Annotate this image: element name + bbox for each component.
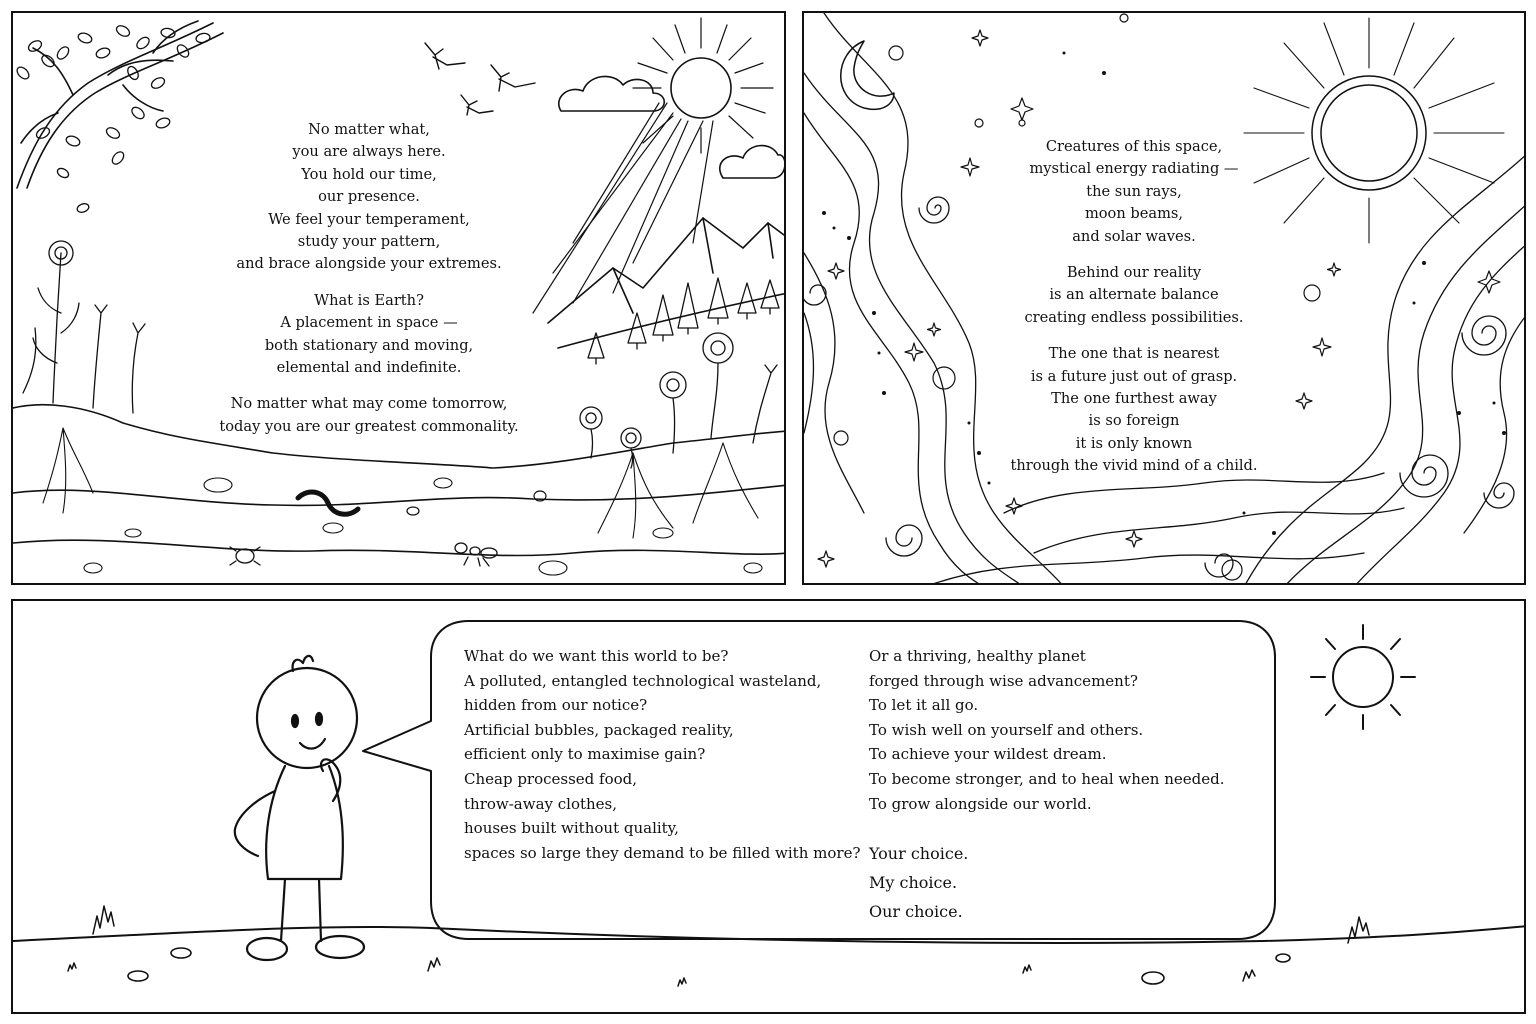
poem-stanza <box>209 393 529 438</box>
poem-line: is so foreign <box>1088 412 1180 430</box>
tree-icon <box>15 21 223 214</box>
wildflowers-right-icon <box>580 333 777 468</box>
poem-line: the sun rays, <box>1086 182 1182 200</box>
poem-line: Creatures of this space, <box>1045 138 1223 155</box>
worm-icon <box>298 492 358 514</box>
speech-line: Cheap processed food, <box>464 769 638 788</box>
poem-line: it is only known <box>1075 434 1193 452</box>
poem-line: No matter what, <box>308 121 430 138</box>
speech-text-left <box>464 644 860 865</box>
poem-line: today you are our greatest commonality. <box>219 417 519 435</box>
poem-stanza <box>984 343 1284 477</box>
speech-line: throw-away clothes, <box>464 794 618 813</box>
choice-panel <box>11 599 1526 1014</box>
poem-line: A placement in space — <box>280 314 458 332</box>
poem-line: you are always here. <box>292 143 446 161</box>
poem-line: The one that is nearest <box>1048 345 1220 363</box>
pine-trees-icon <box>588 278 779 364</box>
poem-line: and solar waves. <box>1072 227 1196 245</box>
poem-line: is an alternate balance <box>1049 286 1219 304</box>
poem-stanza <box>209 290 529 380</box>
speech-text-right <box>869 644 1224 816</box>
wildflowers-left-icon <box>23 241 145 413</box>
speech-line: What do we want this world to be? <box>464 647 729 665</box>
speech-line: Artificial bubbles, packaged reality, <box>464 720 734 739</box>
poem-line: both stationary and moving, <box>264 336 474 354</box>
speech-line: To wish well on yourself and others. <box>869 720 1144 739</box>
earth-poem <box>209 119 529 452</box>
sun-icon <box>1311 625 1415 729</box>
poem-line: Behind our reality <box>1066 264 1202 282</box>
choice-line: My choice. <box>869 873 958 892</box>
poem-line: elemental and indefinite. <box>276 359 462 377</box>
speech-line: spaces so large they demand to be filled with more? <box>464 843 861 862</box>
poem-line: through the vivid mind of a child. <box>1010 457 1258 475</box>
sun-icon <box>533 18 773 313</box>
speech-line: houses built without quality, <box>464 819 679 838</box>
mountains-icon <box>548 218 786 348</box>
poem-stanza <box>209 119 529 276</box>
poem-line: and brace alongside your extremes. <box>236 255 502 273</box>
poem-line: We feel your temperament, <box>268 210 470 228</box>
speech-line: efficient only to maximise gain? <box>464 745 706 764</box>
poem-line: our presence. <box>318 188 420 206</box>
grass-tuft-icon <box>68 906 1369 986</box>
wave-swirls-right-icon <box>1244 153 1526 585</box>
speech-line: Or a thriving, healthy planet <box>869 647 1086 665</box>
poem-stanza <box>984 136 1284 248</box>
speech-line: A polluted, entangled technological wasteland, <box>464 671 822 690</box>
earth-panel <box>11 11 786 585</box>
birds-icon <box>425 43 535 115</box>
speech-line: forged through wise advancement? <box>869 671 1138 690</box>
speech-line: hidden from our notice? <box>464 696 648 715</box>
choice-closing-lines <box>869 839 968 926</box>
poem-line: You hold our time, <box>301 165 437 183</box>
choice-line: Our choice. <box>869 902 963 921</box>
speech-line: To become stronger, and to heal when needed. <box>869 769 1225 788</box>
ground-line <box>13 926 1526 943</box>
space-poem <box>984 136 1284 492</box>
poem-line: No matter what may come tomorrow, <box>230 395 508 413</box>
crescent-moon-icon <box>841 41 894 109</box>
poem-line: What is Earth? <box>314 291 424 309</box>
poem-line: The one furthest away <box>1051 390 1217 408</box>
space-panel <box>802 11 1526 585</box>
poem-line: mystical energy radiating — <box>1029 160 1239 178</box>
speech-line: To grow alongside our world. <box>869 794 1092 813</box>
poem-line: study your pattern, <box>297 233 441 251</box>
poem-stanza <box>984 262 1284 329</box>
pebbles-icon <box>128 948 1290 984</box>
poem-line: moon beams, <box>1084 205 1184 223</box>
speech-line: To achieve your wildest dream. <box>869 745 1107 764</box>
stick-figure-character <box>235 656 364 960</box>
speech-line: To let it all go. <box>869 696 979 715</box>
small-bug-icon <box>407 491 546 515</box>
choice-line: Your choice. <box>869 844 969 863</box>
poem-line: creating endless possibilities. <box>1024 308 1244 326</box>
poem-line: is a future just out of grasp. <box>1030 367 1238 385</box>
